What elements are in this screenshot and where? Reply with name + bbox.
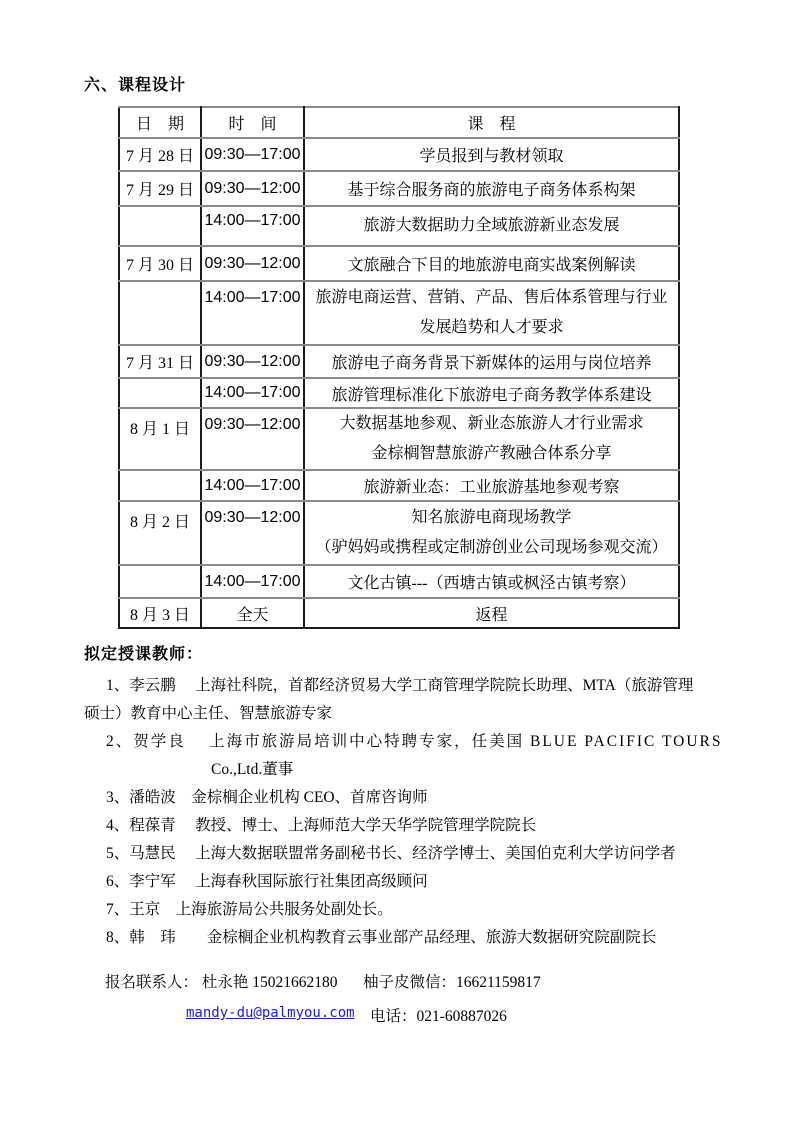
date-cell	[119, 206, 201, 246]
table-row	[119, 206, 679, 246]
course-cell: 旅游大数据助力全域旅游新业态发展	[304, 206, 679, 246]
time-cell: 14:00—17:00	[201, 565, 304, 598]
time-cell: 全天	[201, 598, 304, 628]
course-cell: 旅游电子商务背景下新媒体的运用与岗位培养	[304, 345, 679, 378]
date-cell	[119, 470, 201, 501]
course-cell: 文旅融合下目的地旅游电商实战案例解读	[304, 246, 679, 281]
course-line-1: 旅游电商运营、营销、产品、售后体系管理与行业	[315, 289, 668, 306]
teacher-line: 3、潘皓波 金棕榈企业机构 CEO、首席咨询师	[106, 789, 428, 806]
table-row	[119, 246, 679, 281]
course-cell	[304, 408, 679, 470]
course-cell	[304, 281, 679, 345]
time-cell: 09:30—12:00	[201, 246, 304, 281]
course-cell: 旅游新业态：工业旅游基地参观考察	[304, 470, 679, 501]
table-row	[119, 470, 679, 501]
table-row	[119, 598, 679, 628]
course-line-2: 发展趋势和人才要求	[419, 319, 564, 336]
wechat-contact: 柚子皮微信：16621159817	[363, 974, 541, 991]
email-wrapper	[186, 1004, 355, 1022]
course-cell: 基于综合服务商的旅游电子商务体系构架	[304, 171, 679, 206]
section-title: 六、课程设计	[84, 77, 187, 94]
phone-contact: 电话：021-60887026	[370, 1008, 507, 1025]
header-date: 日 期	[119, 107, 201, 138]
course-line-1: 大数据基地参观、新业态旅游人才行业需求	[339, 415, 644, 432]
time-cell: 09:30—12:00	[201, 345, 304, 378]
email-link[interactable]: mandy-du@palmyou.com	[186, 1005, 355, 1021]
header-time: 时 间	[201, 107, 304, 138]
table-row	[119, 408, 679, 470]
course-cell	[304, 501, 679, 565]
date-cell: 7 月 29 日	[119, 171, 201, 206]
registration-contact: 报名联系人： 杜永艳 15021662180	[105, 974, 338, 991]
course-cell: 返程	[304, 598, 679, 628]
time-cell: 09:30—17:00	[201, 138, 304, 171]
date-cell	[119, 378, 201, 408]
time-cell: 14:00—17:00	[201, 281, 304, 345]
table-row	[119, 138, 679, 171]
course-line-2: 金棕榈智慧旅游产教融合体系分享	[371, 445, 612, 462]
table-row	[119, 281, 679, 345]
course-schedule-table	[118, 106, 680, 629]
date-cell: 8 月 3 日	[119, 598, 201, 628]
contact-section	[0, 962, 793, 1052]
course-line-1: 知名旅游电商现场教学	[411, 509, 572, 526]
date-cell: 7 月 28 日	[119, 138, 201, 171]
teacher-line: 1、李云鹏 上海社科院，首都经济贸易大学工商管理学院院长助理、MTA（旅游管理	[106, 677, 694, 694]
teacher-line: 2、贺学良 上海市旅游局培训中心特聘专家，任美国 BLUE PACIFIC TOURS	[106, 733, 723, 750]
table-header-row	[119, 107, 679, 138]
course-cell: 旅游管理标准化下旅游电子商务教学体系建设	[304, 378, 679, 408]
time-cell: 09:30—12:00	[201, 501, 304, 565]
teacher-line: 7、王京 上海旅游局公共服务处副处长。	[106, 901, 393, 918]
teachers-list	[84, 672, 723, 952]
time-cell: 09:30—12:00	[201, 171, 304, 206]
date-cell	[119, 565, 201, 598]
table-row	[119, 501, 679, 565]
table-row	[119, 565, 679, 598]
header-course: 课 程	[304, 107, 679, 138]
time-cell: 14:00—17:00	[201, 206, 304, 246]
date-cell: 8 月 2 日	[119, 501, 201, 565]
course-line-2: （驴妈妈或携程或定制游创业公司现场参观交流）	[315, 539, 668, 556]
teacher-line: 5、马慧民 上海大数据联盟常务副秘书长、经济学博士、美国伯克利大学访问学者	[106, 845, 676, 862]
teacher-line: Co.,Ltd.董事	[211, 761, 294, 778]
teacher-line: 4、程葆青 教授、博士、上海师范大学天华学院管理学院院长	[106, 817, 537, 834]
table-row	[119, 378, 679, 408]
teacher-line: 硕士）教育中心主任、智慧旅游专家	[84, 705, 333, 722]
date-cell: 8 月 1 日	[119, 408, 201, 470]
time-cell: 14:00—17:00	[201, 378, 304, 408]
time-cell: 14:00—17:00	[201, 470, 304, 501]
course-cell: 学员报到与教材领取	[304, 138, 679, 171]
teachers-heading: 拟定授课教师：	[84, 646, 204, 663]
table-row	[119, 171, 679, 206]
time-cell: 09:30—12:00	[201, 408, 304, 470]
course-cell: 文化古镇---（西塘古镇或枫泾古镇考察）	[304, 565, 679, 598]
date-cell	[119, 281, 201, 345]
teacher-line: 8、韩 玮 金棕榈企业机构教育云事业部产品经理、旅游大数据研究院副院长	[106, 929, 657, 946]
table-row	[119, 345, 679, 378]
teacher-line: 6、李宁军 上海春秋国际旅行社集团高级顾问	[106, 873, 428, 890]
date-cell: 7 月 31 日	[119, 345, 201, 378]
date-cell: 7 月 30 日	[119, 246, 201, 281]
